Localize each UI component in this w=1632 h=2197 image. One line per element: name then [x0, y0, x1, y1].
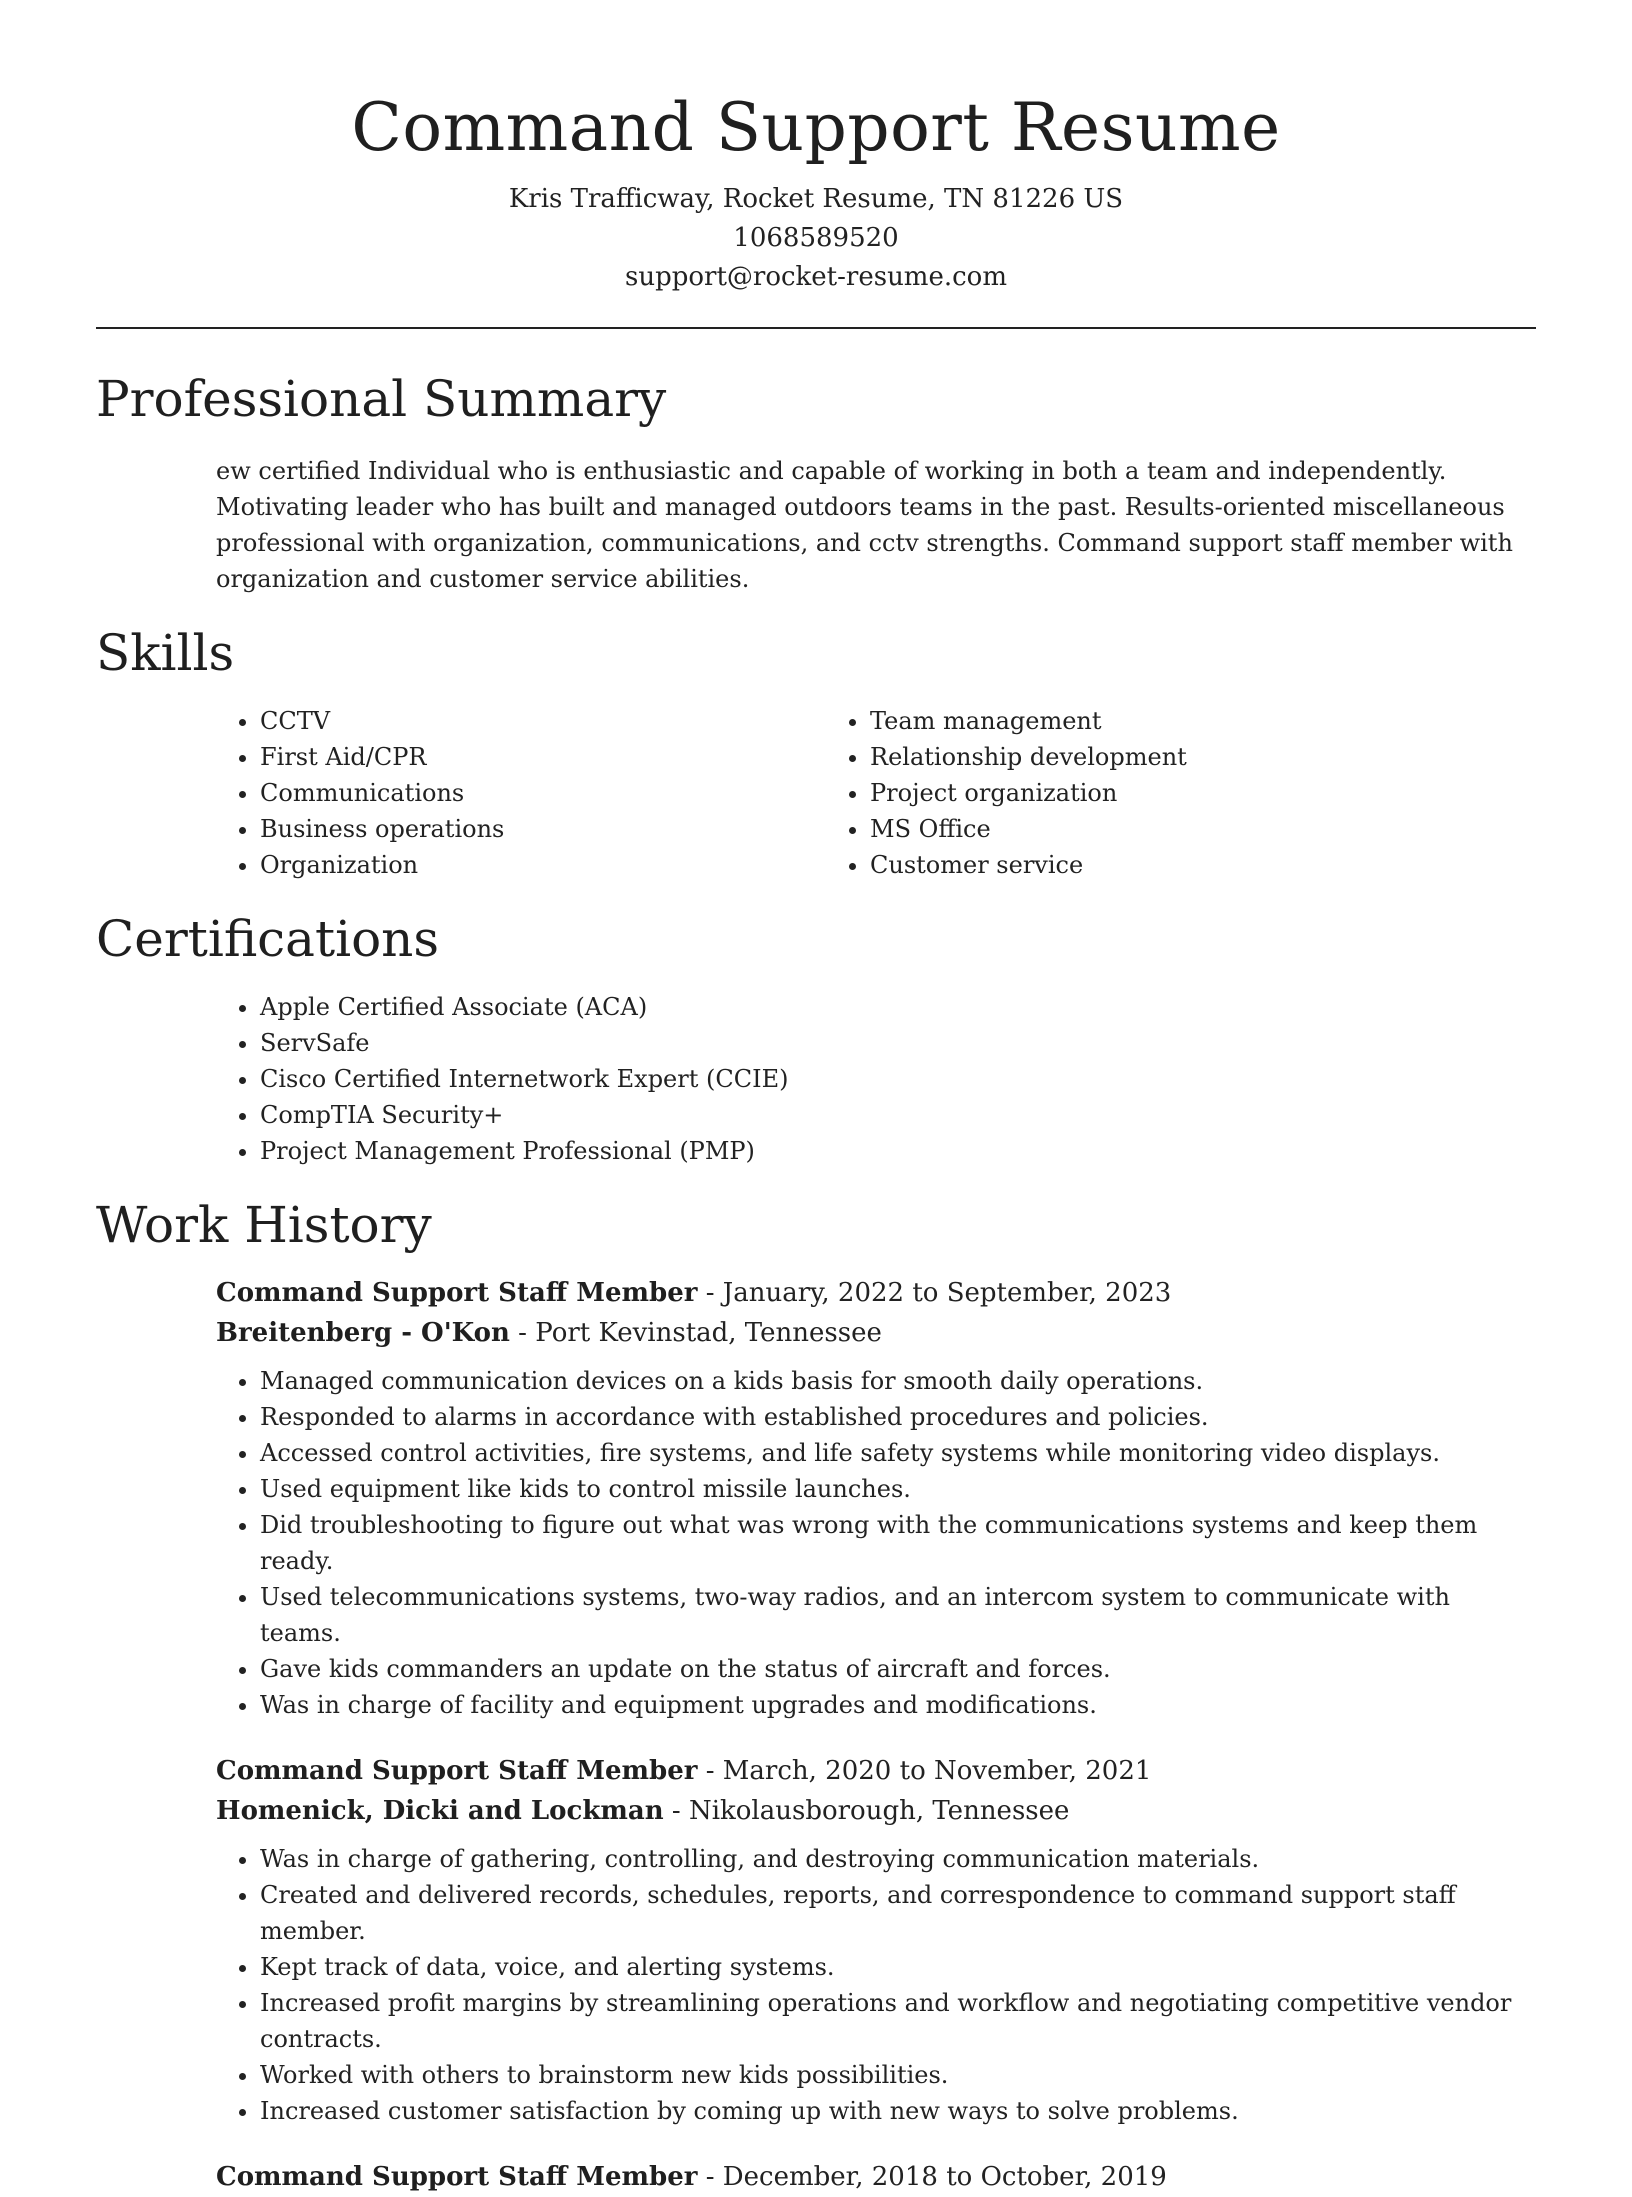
- job-company-line: Breitenberg - O'Kon - Port Kevinstad, Tennessee: [216, 1318, 882, 1348]
- job-dates: January, 2022 to September, 2023: [722, 1278, 1172, 1308]
- job-duty: • Was in charge of gathering, controlling, and destroying communication materials.: [260, 1841, 1536, 1877]
- job-duty: • Increased customer satisfaction by coming up with new ways to solve problems.: [260, 2093, 1536, 2129]
- skill-item: • First Aid/CPR: [260, 739, 746, 775]
- skill-item: • MS Office: [870, 811, 1490, 847]
- job-dates: March, 2020 to November, 2021: [722, 1756, 1152, 1786]
- skill-item: • Relationship development: [870, 739, 1490, 775]
- job-company: Breitenberg - O'Kon: [216, 1318, 510, 1348]
- job-company: Homenick, Dicki and Lockman: [216, 1796, 664, 1826]
- skills-list-right: [746, 703, 1490, 883]
- skills-grid: [96, 703, 1536, 883]
- job-title: Command Support Staff Member: [216, 2162, 698, 2192]
- job-duties-list: [216, 1841, 1536, 2129]
- skills-section: [96, 623, 1536, 883]
- job-duty: • Kept track of data, voice, and alerting systems.: [260, 1949, 1536, 1985]
- skill-item: • Business operations: [260, 811, 746, 847]
- job-entry: [96, 1751, 1536, 2129]
- job-duty: • Managed communication devices on a kids basis for smooth daily operations.: [260, 1363, 1536, 1399]
- resume-title: Command Support Resume: [351, 89, 1281, 166]
- job-entry: [96, 1273, 1536, 1723]
- certifications-section: [96, 909, 1536, 1169]
- job-duties-list: [216, 1363, 1536, 1723]
- skill-item: • Team management: [870, 703, 1490, 739]
- job-duty: • Accessed control activities, fire systems, and life safety systems while monitoring video displays.: [260, 1435, 1536, 1471]
- job-duty: • Used equipment like kids to control missile launches.: [260, 1471, 1536, 1507]
- summary-section: [96, 369, 1536, 597]
- job-entry: [96, 2157, 1536, 2197]
- resume-page: [96, 0, 1536, 2197]
- certification-item: • CompTIA Security+: [260, 1097, 1536, 1133]
- work-history-heading: Work History: [96, 1196, 432, 1254]
- job-duty: • Created and delivered records, schedules, reports, and correspondence to command support staff member.: [260, 1877, 1536, 1949]
- work-history-section: [96, 1195, 1536, 2197]
- skill-item: • Project organization: [870, 775, 1490, 811]
- certification-item: • Cisco Certified Internetwork Expert (CCIE): [260, 1061, 1536, 1097]
- job-company-line: Homenick, Dicki and Lockman - Nikolausborough, Tennessee: [216, 1796, 1070, 1826]
- certification-item: • Apple Certified Associate (ACA): [260, 989, 1536, 1025]
- job-title-line: Command Support Staff Member - January, 2022 to September, 2023: [216, 1278, 1172, 1308]
- job-title: Command Support Staff Member: [216, 1278, 698, 1308]
- job-duty: • Did troubleshooting to figure out what was wrong with the communications systems and keep them ready.: [260, 1507, 1536, 1579]
- job-location: Nikolausborough, Tennessee: [688, 1796, 1070, 1826]
- job-title-line: Command Support Staff Member - December, 2018 to October, 2019: [216, 2162, 1167, 2192]
- skills-heading: Skills: [96, 624, 235, 682]
- job-duty: • Was in charge of facility and equipment upgrades and modifications.: [260, 1687, 1536, 1723]
- contact-address: Kris Trafficway, Rocket Resume, TN 81226 US: [508, 184, 1124, 214]
- certification-item: • Project Management Professional (PMP): [260, 1133, 1536, 1169]
- skill-item: • Customer service: [870, 847, 1490, 883]
- certifications-list: [96, 989, 1536, 1169]
- job-duty: • Used telecommunications systems, two-way radios, and an intercom system to communicate with teams.: [260, 1579, 1536, 1651]
- certifications-heading: Certifications: [96, 910, 440, 968]
- contact-block: [96, 180, 1536, 297]
- summary-text: ew certified Individual who is enthusiastic and capable of working in both a team and independently. Motivating leader who has built and managed outdoors teams in the past. Results-oriented miscellaneous professional with organization, communications, and cctv strengths. Command support staff member with organization and customer service abilities.: [216, 457, 1513, 593]
- skill-item: • CCTV: [260, 703, 746, 739]
- job-title-line: Command Support Staff Member - March, 2020 to November, 2021: [216, 1756, 1152, 1786]
- contact-phone: 1068589520: [733, 223, 899, 253]
- job-location: Port Kevinstad, Tennessee: [535, 1318, 882, 1348]
- job-duty: • Worked with others to brainstorm new kids possibilities.: [260, 2057, 1536, 2093]
- job-title: Command Support Staff Member: [216, 1756, 698, 1786]
- header-divider: [96, 327, 1536, 329]
- certification-item: • ServSafe: [260, 1025, 1536, 1061]
- job-duty: • Increased profit margins by streamlining operations and workflow and negotiating competitive vendor contracts.: [260, 1985, 1536, 2057]
- job-dates: December, 2018 to October, 2019: [722, 2162, 1167, 2192]
- summary-heading: Professional Summary: [96, 370, 667, 428]
- skills-list-left: [96, 703, 746, 883]
- job-duty: • Gave kids commanders an update on the status of aircraft and forces.: [260, 1651, 1536, 1687]
- skill-item: • Communications: [260, 775, 746, 811]
- contact-email: support@rocket-resume.com: [624, 262, 1007, 292]
- job-duty: • Responded to alarms in accordance with established procedures and policies.: [260, 1399, 1536, 1435]
- skill-item: • Organization: [260, 847, 746, 883]
